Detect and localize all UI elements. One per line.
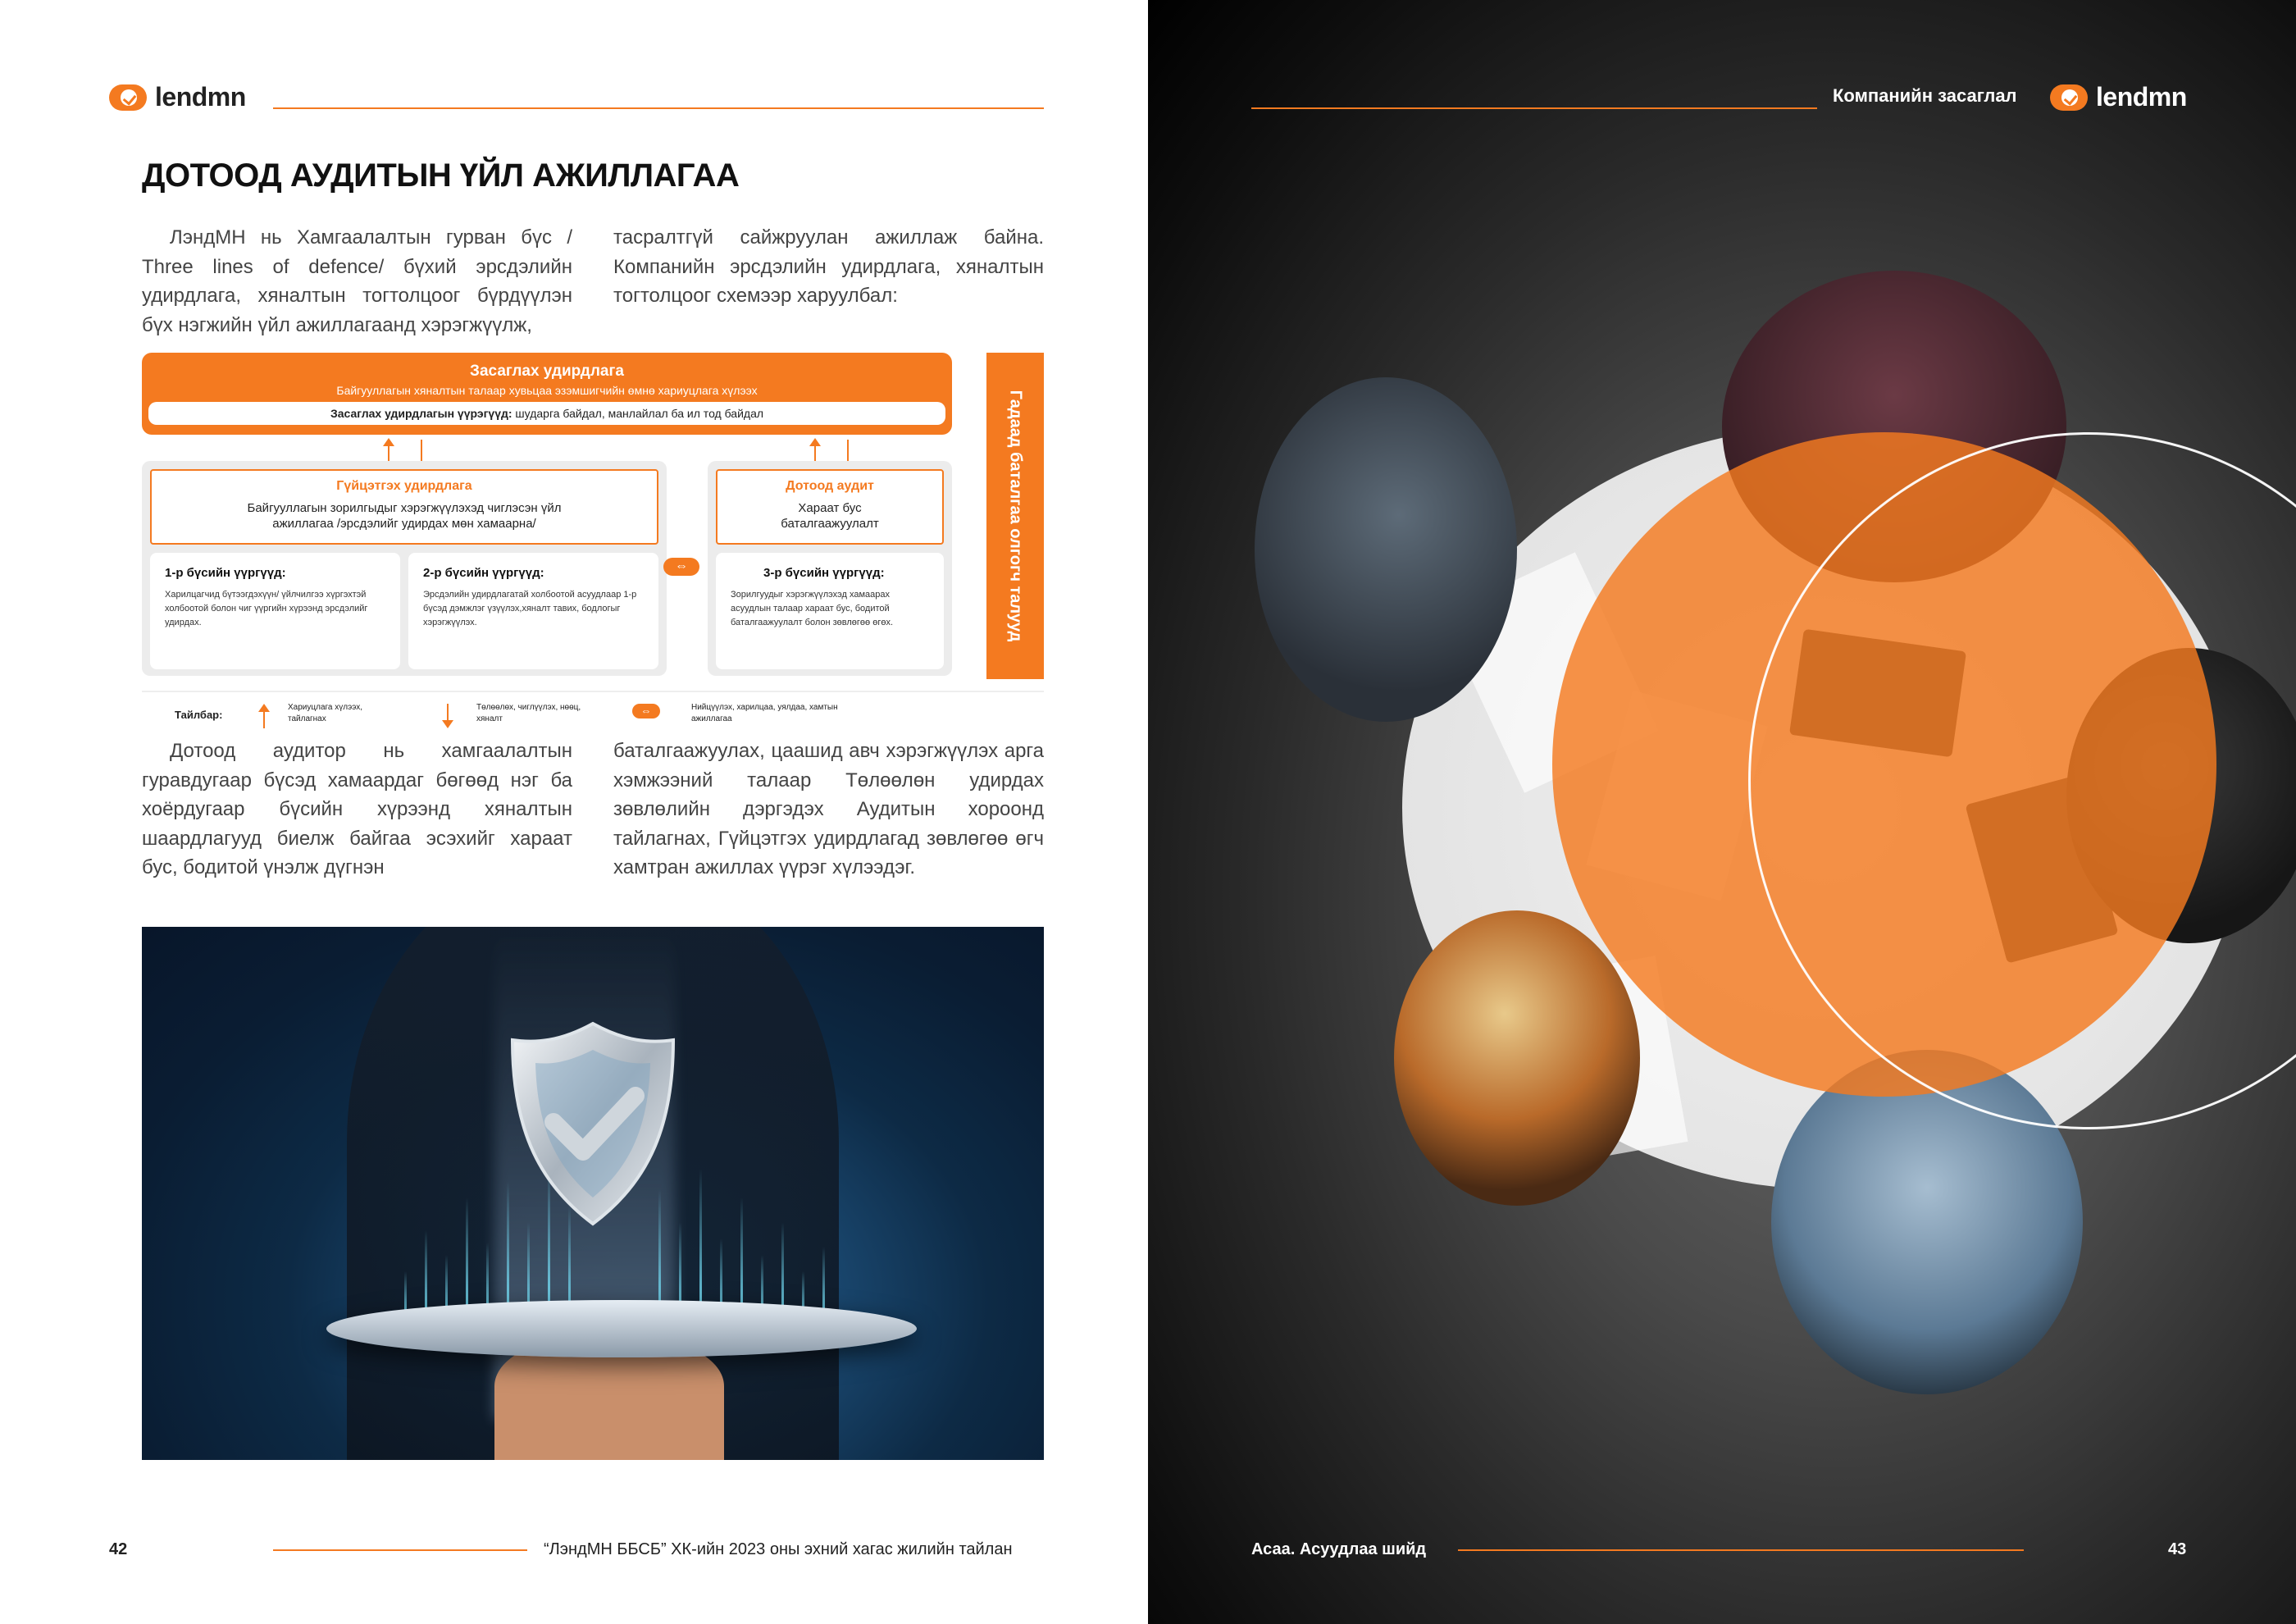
page-title: ДОТООД АУДИТЫН ҮЙЛ АЖИЛЛАГАА xyxy=(142,157,740,194)
header-rule-right xyxy=(1251,107,1817,109)
footer-rule-left xyxy=(273,1549,527,1551)
slogan-footer: Асаа. Асуудлаа шийд xyxy=(1251,1540,1427,1558)
lendmn-logo-mark-icon xyxy=(109,84,147,111)
report-title-footer: “ЛэндМН ББСБ” ХК-ийн 2023 оны эхний хагас жилийн тайлан xyxy=(544,1540,1013,1558)
section-label: Компанийн засаглал xyxy=(1833,85,2017,106)
shield-check-icon xyxy=(503,1017,683,1230)
tablet xyxy=(326,1300,917,1357)
governance-box xyxy=(142,353,952,435)
legend-bidirectional-icon: ⇔ xyxy=(632,704,660,718)
footer-rule-right xyxy=(1458,1549,2024,1551)
lendmn-logo-right xyxy=(2050,82,2187,112)
legend-up-text: Хариуцлага хүлээх, тайлагнах xyxy=(288,703,362,723)
logo-text-right: lendmn xyxy=(2096,82,2187,112)
right-page xyxy=(1148,0,2296,1624)
legend-down-text: Төлөөлөх, чиглүүлэх, нөөц, хяналт xyxy=(476,703,581,723)
bidirectional-arrow-icon: ⇔ xyxy=(663,558,699,576)
line-1-text: Харилцагчид бүтээгдэхүүн/ үйлчилгээ хүргэхтэй холбоотой болон чиг үүргийн хүрээнд эрсдэлийг удирдах. xyxy=(165,590,368,627)
legend-arrow-down-icon xyxy=(447,704,449,727)
lendmn-logo-mark-icon xyxy=(2050,84,2088,111)
intro-column-1: ЛэндМН нь Хамгаалалтын гурван бүс / Three lines of defence/ бүхий эрсдэлийн удирдлага, хяналтын тогтолцоог бүрдүүлэн бүх нэгжийн үйл ажиллагаанд хэрэгжүүлж, xyxy=(142,226,572,336)
three-lines-diagram xyxy=(142,353,1044,730)
line-2-box xyxy=(408,553,658,669)
legend-label: Тайлбар: xyxy=(175,709,223,721)
line-2-text: Эрсдэлийн удирдлагатай холбоотой асуудлаар 1-р бүсэд дэмжлэг үзүүлэх,хяналт тавих, бодлогыг хэрэгжүүлэх. xyxy=(423,590,637,627)
executive-text: Байгууллагын зорилгыдыг хэрэгжүүлэхэд чиглэсэн үйл ажиллагаа /эрсдэлийг удирдах мөн хамаарна/ xyxy=(247,501,562,531)
executive-title: Гүйцэтгэх удирдлага xyxy=(336,479,472,493)
security-shield-photo xyxy=(142,927,1044,1460)
diagram-legend xyxy=(142,691,1044,730)
external-assurance-label: Гадаад баталгаа олгогч талууд xyxy=(1006,390,1025,642)
line-1-box xyxy=(150,553,400,669)
legend-bi-text: Нийцүүлэх, харилцаа, уялдаа, хамтын ажиллагаа xyxy=(691,703,838,723)
person-top-left xyxy=(1255,377,1517,722)
body-column-1: Дотоод аудитор нь хамгаалалтын гуравдугаар бүсэд хамаардаг бөгөөд нэг ба хоёрдугаар бүсийн хүрээнд хяналтын шаардлагууд биелж байгаа эсэхийг хараат бус, бодитой үнэлж дүгнэн xyxy=(142,740,572,878)
governance-title: Засаглах удирдлага xyxy=(470,363,624,380)
governance-duty-text: шударга байдал, манлайлал ба ил тод байдал xyxy=(512,407,764,420)
line-2-title: 2-р бүсийн үүргүүд: xyxy=(423,566,544,580)
internal-audit-text: Хараат бус баталгаажуулалт xyxy=(781,501,879,531)
line-3-title: 3-р бүсийн үүргүүд: xyxy=(763,566,885,580)
governance-duty-label: Засаглах удирдлагын үүрэгүүд: xyxy=(330,407,512,420)
body-column-2: баталгаажуулах, цаашид авч хэрэгжүүлэх арга хэмжээний талаар Төлөөлөн удирдах зөвлөлийн дэргэдэх Аудитын хороонд тайлагнах, Гүйцэтгэх удирдлагад зөвлөгөө өгч хамтран ажиллах үүрэг хүлээдэг. xyxy=(613,740,1044,878)
legend-arrow-up-icon xyxy=(263,705,265,728)
external-assurance-bar xyxy=(986,353,1044,679)
line-3-box xyxy=(716,553,944,669)
line-3-text: Зорилгуудыг хэрэгжүүлэхэд хамаарах асуудлын талаар хараат бус, бодитой баталгаажуулалт болон зөвлөгөө өгөх. xyxy=(731,590,894,627)
page-number-right: 43 xyxy=(2168,1540,2187,1558)
executive-box xyxy=(150,469,658,545)
header-rule xyxy=(273,107,1044,109)
lendmn-logo xyxy=(109,82,246,112)
line-1-title: 1-р бүсийн үүргүүд: xyxy=(165,566,286,580)
governance-subtitle: Байгууллагын хяналтын талаар хувьцаа эзэмшигчийн өмнө хариуцлага хүлээх xyxy=(336,384,758,397)
logo-text: lendmn xyxy=(155,82,246,112)
internal-audit-title: Дотоод аудит xyxy=(786,479,874,493)
governance-duties xyxy=(148,402,945,425)
executive-panel xyxy=(142,461,667,676)
internal-audit-box xyxy=(716,469,944,545)
internal-audit-panel xyxy=(708,461,952,676)
page-number-left: 42 xyxy=(109,1540,128,1558)
intro-column-2: тасралтгүй сайжруулан ажиллаж байна. Компанийн эрсдэлийн удирдлага, хяналтын тогтолцоог схемээр харуулбал: xyxy=(613,226,1044,307)
person-bottom-left xyxy=(1394,910,1640,1206)
